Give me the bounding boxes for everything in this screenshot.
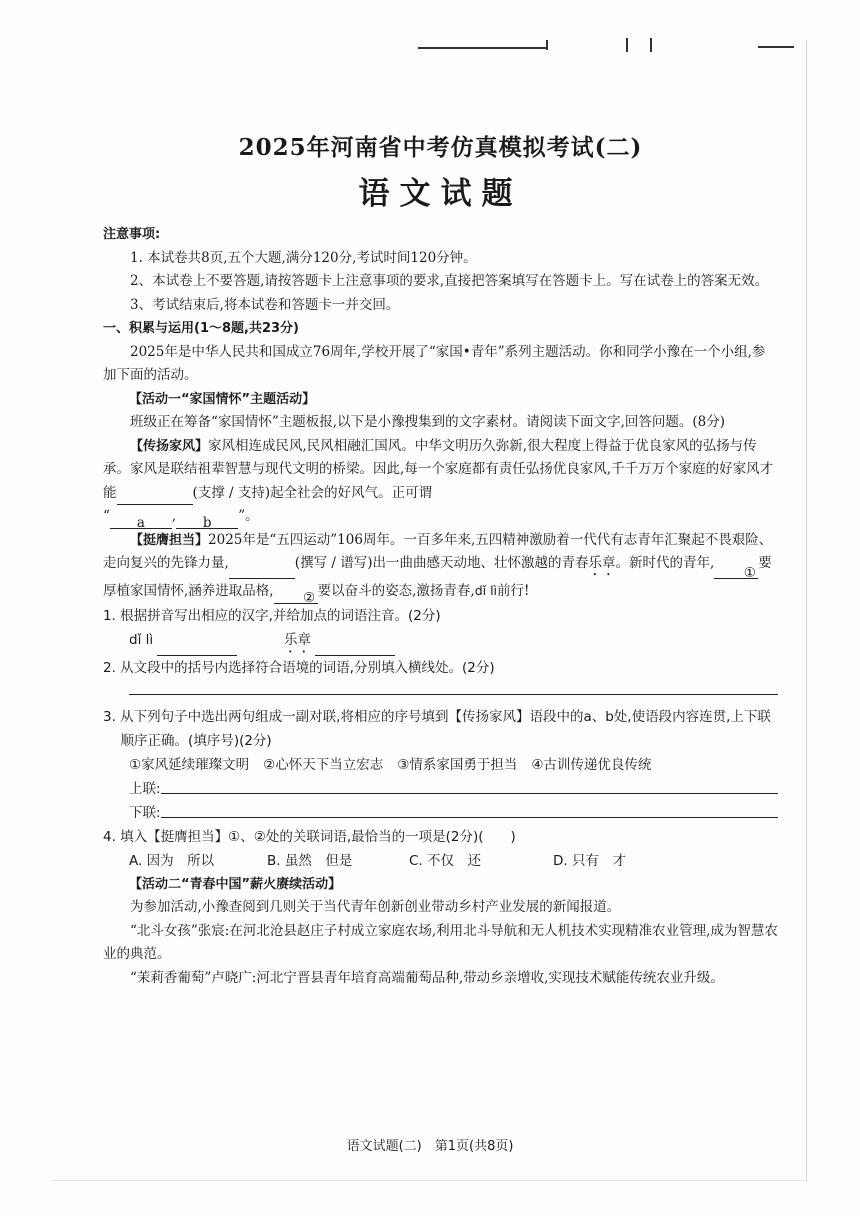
passage-heritage-text-b: (支撑 / 支持)起全社会的好风气。正可谓	[192, 484, 433, 501]
q1-pinyin: dǐ lì	[129, 631, 154, 648]
question-2: 2. 从文段中的括号内选择符合语境的词语,分别填入横线处。(2分)	[103, 659, 495, 676]
q1-blank-1[interactable]	[157, 639, 237, 656]
couplet-blank-line: “ a , b ”。	[103, 508, 259, 531]
question-4: 4. 填入【挺膺担当】①、②处的关联词语,最恰当的一项是(2分)( )	[103, 828, 516, 845]
scan-mark-4	[650, 38, 652, 52]
q1-blank-2[interactable]	[315, 639, 395, 656]
blank-marker-2: ②	[274, 587, 318, 604]
news-item-1: “北斗女孩”张宸:在河北沧县赵庄子村成立家庭农场,利用北斗导航和无人机技术实现精准农业管理,成为智慧农业的典范。	[103, 922, 778, 962]
exam-subtitle: 语文试题	[358, 176, 523, 212]
scan-mark-1	[418, 47, 548, 49]
q4-option-d: D. 只有 才	[553, 852, 626, 869]
q3-option-4: ④古训传递优良传统	[531, 756, 652, 773]
blank-marker-1: ①	[714, 562, 758, 579]
passage-heritage-label: 【传扬家风】	[130, 438, 209, 454]
notice-item-3: 3、考试结束后,将本试卷和答题卡一并交回。	[130, 296, 400, 313]
passage-responsibility-label: 【挺膺担当】	[130, 532, 209, 548]
passage-heritage-text-a: 家风相连成民风,民风相融汇国风。中华文明历久弥新,很大程度上得益于优良家风的弘扬与传承。家风是联结祖辈智慧与现代文明的桥梁。因此,每一个家庭都有责任弘扬优良家风,千千万万个家庭的好家风才能	[103, 437, 774, 501]
q3-lower-row	[103, 801, 778, 825]
scan-mark-5	[758, 46, 794, 48]
q3-upper-line[interactable]	[161, 777, 778, 794]
section-intro: 2025年是中华人民共和国成立76周年,学校开展了“家国•青年”系列主题活动。你和同学小豫在一个小组,参加下面的活动。	[103, 343, 766, 383]
q4-option-b: B. 虽然 但是	[267, 852, 353, 869]
q3-options	[103, 753, 778, 777]
question-1: 1. 根据拼音写出相应的汉字,并给加点的词语注音。(2分)	[103, 607, 441, 624]
scan-mark-2	[546, 40, 548, 50]
q4-options	[103, 849, 778, 873]
q3-lower-line[interactable]	[161, 801, 778, 818]
scan-edge-bottom	[52, 1180, 808, 1181]
notice-item-1: 1. 本试卷共8页,五个大题,满分120分,考试时间120分钟。	[130, 249, 477, 266]
scan-mark-3	[626, 38, 628, 52]
passage-responsibility: 【挺膺担当】2025年是“五四运动”106周年。一百多年来,五四精神激励着一代代有志青年汇聚起不畏艰险、走向复兴的先锋力量, (撰写 / 谱写)出一曲曲感天动地、壮怀激越的青春乐章。新时代的青年,①要厚植家国情怀,涵养进取品格, ② 要以奋斗的姿态,激扬青春,dǐ lì前行!	[103, 531, 773, 606]
activity2-intro: 为参加活动,小豫查阅到几则关于当代青年创新创业带动乡村产业发展的新闻报道。	[130, 899, 621, 915]
activity2-title: 【活动二“青春中国”薪火赓续活动】	[129, 876, 342, 892]
blank-a: a	[110, 512, 172, 529]
q3-option-3: ③情系家国勇于担当	[397, 756, 518, 773]
q4-option-a: A. 因为 所以	[129, 852, 215, 869]
exam-page	[103, 125, 778, 990]
q3-lower-label: 下联:	[129, 804, 161, 821]
exam-title: 2025年河南省中考仿真模拟考试(二)	[238, 134, 643, 161]
blank-compose	[229, 562, 295, 579]
q3-upper-label: 上联:	[129, 780, 161, 797]
blank-b: b	[176, 512, 238, 529]
page-footer: 语文试题(二) 第1页(共8页)	[346, 1139, 514, 1154]
passage-heritage	[103, 435, 778, 506]
blank-support	[117, 488, 193, 505]
dotted-word: 乐章	[588, 555, 616, 571]
scan-edge-right	[806, 40, 807, 1180]
activity1-intro: 班级正在筹备“家国情怀”主题板报,以下是小豫搜集到的文字素材。请阅读下面文字,回答问题。(8分)	[130, 414, 726, 430]
q2-answer-line[interactable]	[129, 680, 778, 695]
activity1-title: 【活动一“家国情怀”主题活动】	[129, 391, 316, 407]
notice-heading: 注意事项:	[103, 227, 161, 242]
q3-option-1: ①家风延续璀璨文明	[129, 756, 250, 773]
q3-option-2: ②心怀天下当立宏志	[263, 756, 384, 773]
question-1-answers	[103, 628, 778, 656]
question-3: 3. 从下列句子中选出两句组成一副对联,将相应的序号填到【传扬家风】语段中的a、b处,使语段内容连贯,上下联顺序正确。(填序号)(2分)	[103, 708, 771, 749]
q1-word: 乐章	[284, 631, 312, 648]
pinyin-inline: dǐ lì	[474, 583, 498, 598]
section-heading: 一、积累与运用(1～8题,共23分)	[103, 321, 300, 336]
news-item-2: “茉莉香葡萄”卢晓广:河北宁晋县青年培育高端葡萄品种,带动乡亲增收,实现技术赋能传统农业升级。	[130, 969, 724, 986]
q4-option-c: C. 不仅 还	[409, 852, 482, 869]
notice-item-2: 2、本试卷上不要答题,请按答题卡上注意事项的要求,直接把答案填写在答题卡上。写在试卷上的答案无效。	[130, 273, 769, 289]
q3-upper-row	[103, 777, 778, 801]
